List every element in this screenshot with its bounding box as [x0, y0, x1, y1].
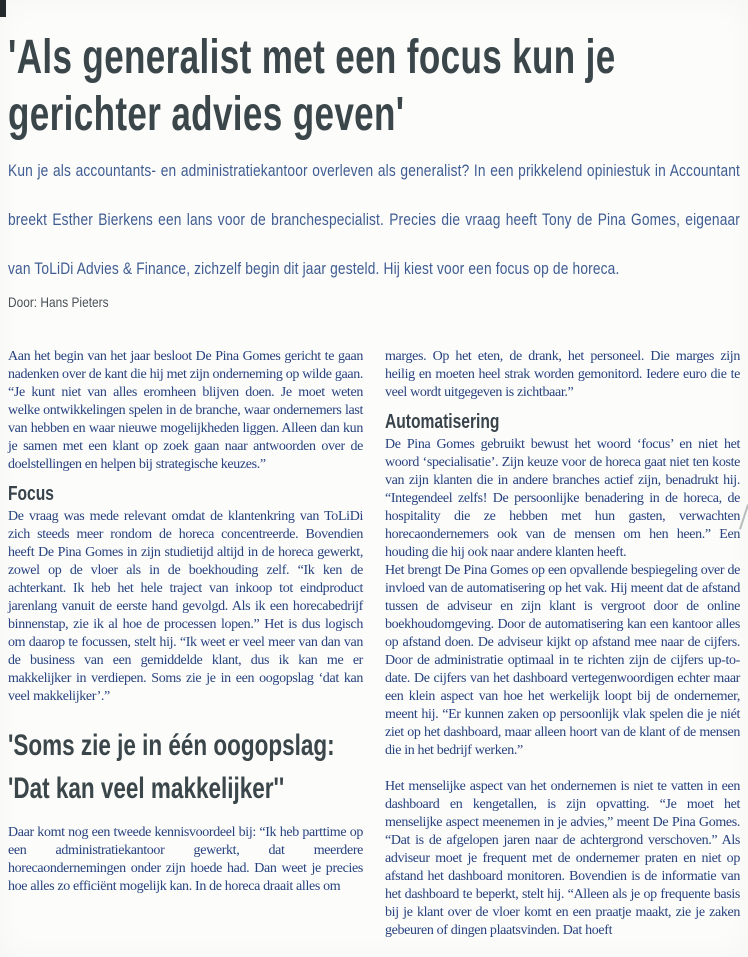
right-column — [385, 348, 740, 940]
article-columns — [8, 348, 740, 940]
article-title-line1: 'Als generalist met een focus kun je — [8, 31, 616, 85]
subhead-automatisering: Automatisering — [385, 411, 500, 433]
scan-artifact-slash — [739, 504, 748, 529]
right-subhead-wrap — [385, 411, 662, 434]
article-intro-wrap — [8, 146, 740, 293]
article-title-line2: gerichter advies geven' — [8, 88, 405, 142]
scan-artifact-corner — [0, 0, 6, 17]
left-subhead-wrap — [8, 483, 285, 506]
pull-quote-line1: 'Soms zie je in één oogopslag: — [8, 729, 335, 762]
left-paragraph-3: Daar komt nog een tweede kennisvoordeel bij: “Ik heb parttime op een administratiekantoor gewerkt, dat meerdere horecaondernemingen onder zijn hoede had. Dan weet je precies hoe alles zo efficiënt mogelijk kan. In de horeca draait alles om — [8, 825, 363, 894]
right-paragraph-3: Het brengt De Pina Gomes op een opvallende bespiegeling over de invloed van de automatisering op het vak. Hij meent dat de afstand tussen de adviseur en zijn klant is vergroot door de online boekhoudomgeving. Door de automatisering kan een kantoor alles op afstand doen. De adviseur kijkt op afstand mee naar de cijfers. Door de administratie optimaal in te richten zijn de cijfers up-to-date. De cijfers van het dashboard vertegenwoordigen echter maar een klein aspect van hoe het werkelijk loopt bij de ondernemer, meent hij. “Er kunnen zaken op persoonlijk vlak spelen die je niét ziet op het dashboard, maar alleen hoort van de klant of de mensen die in het bedrijf werken.” — [385, 563, 740, 758]
article-intro: Kun je als accountants- en administratiekantoor overleven als generalist? In een prikkelend opiniestuk in Accountant breekt Esther Bierkens een lans voor de branchespecialist. Precies die vraag heeft Tony de Pina Gomes, eigenaar van ToLiDi Advies & Finance, zichzelf begin dit jaar gesteld. Hij kiest voor een focus op de horeca. — [8, 161, 741, 278]
left-paragraph-1: Aan het begin van het jaar besloot De Pina Gomes gericht te gaan nadenken over de kant die hij met zijn onderneming op wilde gaan. “Je kunt niet van alles eromheen blijven doen. Je moet weten welke ontwikkelingen spelen in de branche, waar ondernemers last van hebben en waar nieuwe mogelijkheden liggen. Alleen dan kun je samen met een klant op zoek gaan naar antwoorden over de doelstellingen en helpen bij strategische keuzes.” — [8, 349, 363, 472]
left-paragraph-2: De vraag was mede relevant omdat de klantenkring van ToLiDi zich steeds meer rondom de horeca concentreerde. Bovendien heeft De Pina Gomes in zijn studietijd altijd in de horeca gewerkt, zowel op de vloer als in de boekhouding zelf. “Ik ken de achterkant. Ik heb het hele traject van inkoop tot eindproduct jarenlang vanuit de eerste hand gevolgd. Als ik een horecabedrijf binnenstap, zie ik al hoe de processen lopen.” Het is dus logisch om daarop te focussen, stelt hij. “Ik weet er veel meer van dan van de business van een gemiddelde klant, dus ik kan me er makkelijker in verdiepen. Soms zie je in een oogopslag ‘dat kan veel makkelijker’.” — [8, 509, 363, 704]
pull-quote — [8, 724, 363, 810]
byline-wrap — [8, 294, 109, 312]
pull-quote-line2: 'Dat kan veel makkelijker'' — [8, 772, 285, 805]
subhead-focus: Focus — [8, 483, 54, 505]
right-paragraph-1: marges. Op het eten, de drank, het personeel. Die marges zijn heilig en moeten heel strak worden gemonitord. Iedere euro die te veel wordt uitgegeven is zichtbaar.” — [385, 349, 740, 400]
article-title — [8, 29, 748, 143]
byline: Door: Hans Pieters — [8, 294, 109, 310]
right-paragraph-4: Het menselijke aspect van het ondernemen is niet te vatten in een dashboard en kengetallen, is zijn opvatting. “Je moet het menselijke aspect meenemen in je advies,” meent De Pina Gomes. “Dat is de afgelopen jaren naar de achtergrond verschoven.” Als adviseur moet je frequent met de ondernemer praten en niet op afstand het dashboard monitoren. Bovendien is de informatie van het dashboard te beperkt, stelt hij. “Alleen als je op frequente basis bij je klant over de vloer komt en een praatje maakt, zie je zaken gebeuren of dingen plaatsvinden. Dat hoeft — [385, 779, 740, 938]
right-paragraph-2: De Pina Gomes gebruikt bewust het woord ‘focus’ en niet het woord ‘specialisatie’. Zijn keuze voor de horeca gaat niet ten koste van zijn klanten die in andere branches actief zijn, benadrukt hij. “Integendeel zelfs! De persoonlijke benadering in de horeca, de hospitality die ze hebben met hun gasten, verwachten horecaondernemers ook van de mensen om hen heen.” Een houding die hij ook naar andere klanten heeft. — [385, 437, 740, 560]
left-column — [8, 348, 363, 940]
